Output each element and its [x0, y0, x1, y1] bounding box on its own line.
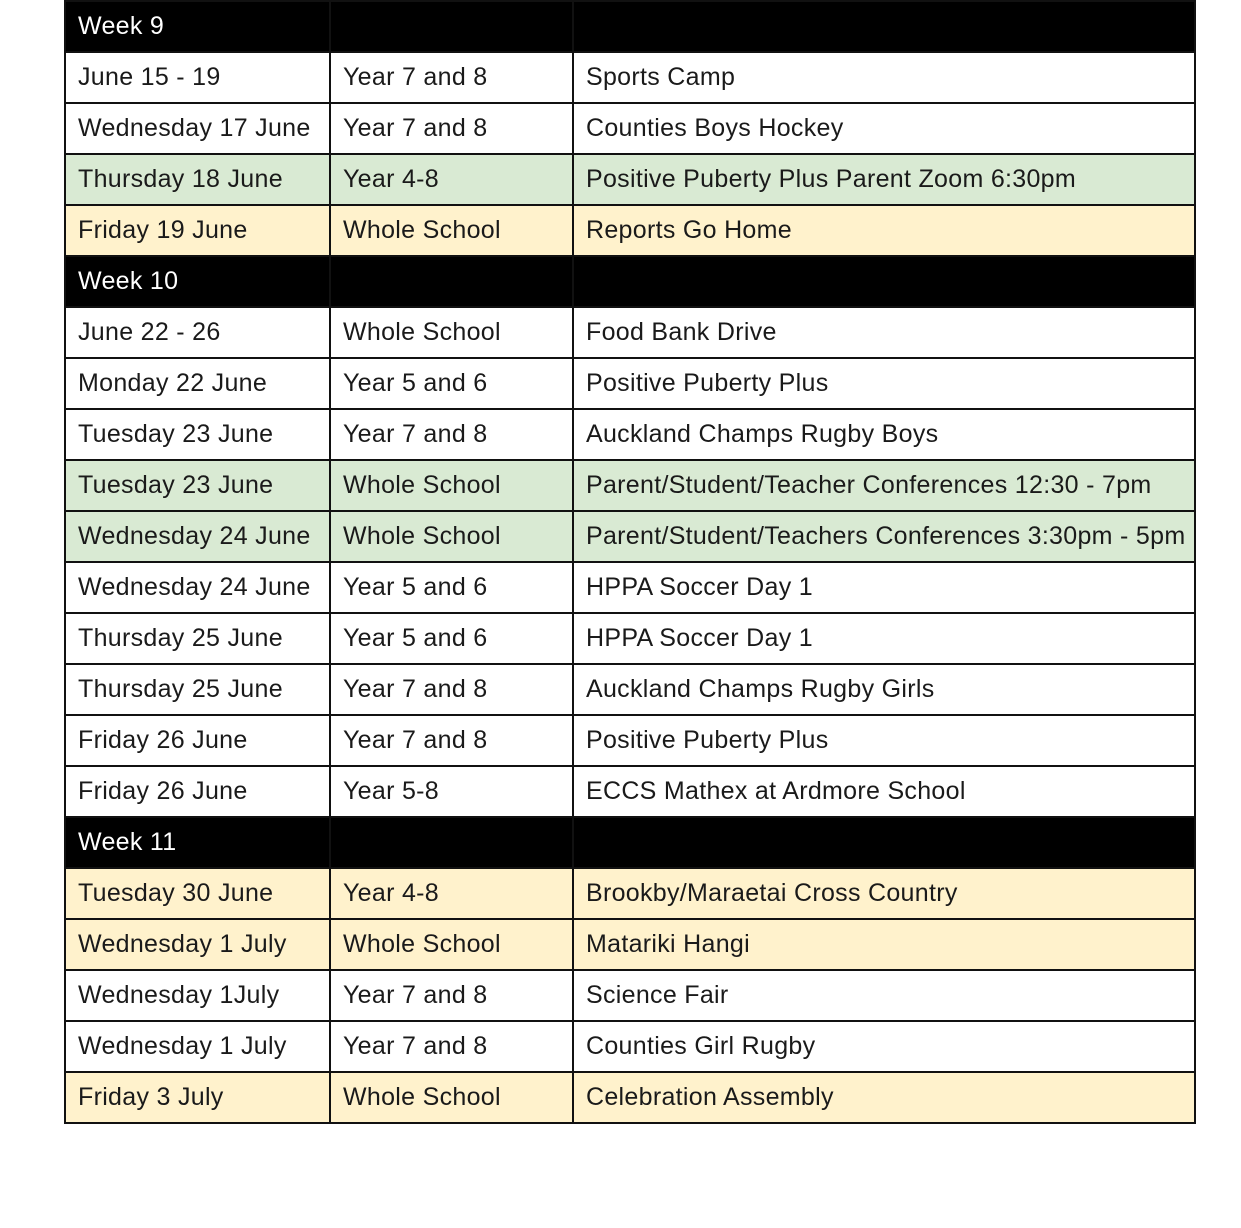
week-label: Week 9	[65, 1, 330, 52]
event-row	[65, 52, 1195, 103]
event-row	[65, 919, 1195, 970]
event-row	[65, 409, 1195, 460]
event-date-cell: Thursday 25 June	[65, 613, 330, 664]
event-date-cell: Tuesday 23 June	[65, 409, 330, 460]
event-date-cell: June 22 - 26	[65, 307, 330, 358]
event-row	[65, 664, 1195, 715]
event-group-cell: Year 7 and 8	[330, 103, 573, 154]
calendar-body	[65, 1, 1195, 1123]
event-date-cell: Monday 22 June	[65, 358, 330, 409]
event-group-cell: Whole School	[330, 511, 573, 562]
event-name-cell: Counties Boys Hockey	[573, 103, 1195, 154]
event-row	[65, 511, 1195, 562]
event-date-cell: Friday 3 July	[65, 1072, 330, 1123]
week-header-cell-group	[330, 256, 573, 307]
event-row	[65, 1021, 1195, 1072]
event-name-cell: Food Bank Drive	[573, 307, 1195, 358]
week-header-cell-group	[330, 1, 573, 52]
event-row	[65, 766, 1195, 817]
event-row	[65, 715, 1195, 766]
event-date-cell: June 15 - 19	[65, 52, 330, 103]
event-group-cell: Whole School	[330, 205, 573, 256]
event-date-cell: Tuesday 23 June	[65, 460, 330, 511]
event-name-cell: Counties Girl Rugby	[573, 1021, 1195, 1072]
event-name-cell: Sports Camp	[573, 52, 1195, 103]
event-date-cell: Friday 19 June	[65, 205, 330, 256]
event-date-cell: Thursday 25 June	[65, 664, 330, 715]
event-name-cell: HPPA Soccer Day 1	[573, 613, 1195, 664]
event-group-cell: Whole School	[330, 460, 573, 511]
event-row	[65, 970, 1195, 1021]
event-row	[65, 868, 1195, 919]
event-date-cell: Wednesday 24 June	[65, 511, 330, 562]
event-group-cell: Whole School	[330, 1072, 573, 1123]
week-label: Week 11	[65, 817, 330, 868]
event-date-cell: Wednesday 1 July	[65, 1021, 330, 1072]
event-name-cell: Brookby/Maraetai Cross Country	[573, 868, 1195, 919]
event-name-cell: Positive Puberty Plus	[573, 715, 1195, 766]
event-date-cell: Tuesday 30 June	[65, 868, 330, 919]
event-name-cell: Auckland Champs Rugby Girls	[573, 664, 1195, 715]
event-group-cell: Year 7 and 8	[330, 409, 573, 460]
event-row	[65, 460, 1195, 511]
event-row	[65, 205, 1195, 256]
event-group-cell: Year 5-8	[330, 766, 573, 817]
event-group-cell: Year 5 and 6	[330, 562, 573, 613]
event-date-cell: Friday 26 June	[65, 766, 330, 817]
event-group-cell: Year 4-8	[330, 868, 573, 919]
event-row	[65, 154, 1195, 205]
event-row	[65, 307, 1195, 358]
week-label: Week 10	[65, 256, 330, 307]
week-header-cell-group	[330, 817, 573, 868]
event-name-cell: HPPA Soccer Day 1	[573, 562, 1195, 613]
event-row	[65, 613, 1195, 664]
event-name-cell: Matariki Hangi	[573, 919, 1195, 970]
week-header-cell-event	[573, 817, 1195, 868]
event-date-cell: Friday 26 June	[65, 715, 330, 766]
event-name-cell: ECCS Mathex at Ardmore School	[573, 766, 1195, 817]
event-date-cell: Wednesday 24 June	[65, 562, 330, 613]
event-group-cell: Whole School	[330, 919, 573, 970]
week-header-row	[65, 817, 1195, 868]
event-name-cell: Parent/Student/Teachers Conferences 3:30pm - 5pm	[573, 511, 1195, 562]
event-group-cell: Year 5 and 6	[330, 613, 573, 664]
event-date-cell: Wednesday 17 June	[65, 103, 330, 154]
event-date-cell: Wednesday 1July	[65, 970, 330, 1021]
event-group-cell: Year 7 and 8	[330, 1021, 573, 1072]
event-name-cell: Auckland Champs Rugby Boys	[573, 409, 1195, 460]
event-group-cell: Year 4-8	[330, 154, 573, 205]
event-date-cell: Wednesday 1 July	[65, 919, 330, 970]
event-name-cell: Positive Puberty Plus	[573, 358, 1195, 409]
event-name-cell: Celebration Assembly	[573, 1072, 1195, 1123]
week-header-row	[65, 256, 1195, 307]
school-calendar-table	[64, 0, 1196, 1124]
event-group-cell: Year 7 and 8	[330, 715, 573, 766]
event-date-cell: Thursday 18 June	[65, 154, 330, 205]
event-group-cell: Year 7 and 8	[330, 970, 573, 1021]
event-name-cell: Positive Puberty Plus Parent Zoom 6:30pm	[573, 154, 1195, 205]
week-header-cell-event	[573, 256, 1195, 307]
event-name-cell: Reports Go Home	[573, 205, 1195, 256]
week-header-cell-event	[573, 1, 1195, 52]
event-row	[65, 358, 1195, 409]
event-group-cell: Year 7 and 8	[330, 664, 573, 715]
event-row	[65, 103, 1195, 154]
event-group-cell: Year 5 and 6	[330, 358, 573, 409]
event-group-cell: Whole School	[330, 307, 573, 358]
event-name-cell: Parent/Student/Teacher Conferences 12:30 - 7pm	[573, 460, 1195, 511]
event-row	[65, 562, 1195, 613]
event-group-cell: Year 7 and 8	[330, 52, 573, 103]
event-name-cell: Science Fair	[573, 970, 1195, 1021]
week-header-row	[65, 1, 1195, 52]
event-row	[65, 1072, 1195, 1123]
